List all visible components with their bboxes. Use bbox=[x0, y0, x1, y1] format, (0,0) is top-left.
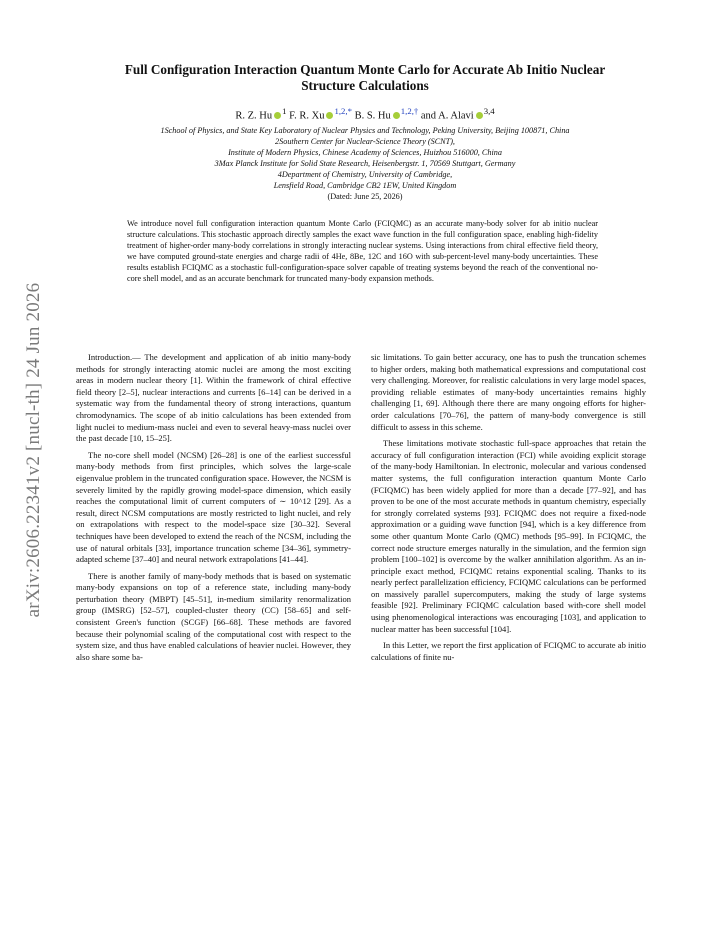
title-line-2: Structure Calculations bbox=[301, 78, 429, 93]
arxiv-identifier: arXiv:2606.22341v2 [nucl-th] 24 Jun 2026 bbox=[23, 282, 44, 618]
affiliation-line: 3Max Planck Institute for Solid State Research, Heisenbergstr. 1, 70569 Stuttgart, Germany bbox=[214, 159, 516, 168]
arxiv-sidebar bbox=[14, 250, 54, 650]
orcid-icon[interactable] bbox=[274, 112, 281, 119]
author-affil-sup[interactable]: 1,2,† bbox=[400, 106, 419, 116]
affiliation-line: Lensfield Road, Cambridge CB2 1EW, United Kingdom bbox=[273, 181, 457, 190]
paragraph: The no-core shell model (NCSM) [26–28] is one of the earliest successful many-body methods from first principles, which solves the large-scale eigenvalue problem in the truncated configuration space. However, the NCSM is severely limited by the rapidly growing model-space dimension, which easily reaches the computational limit of current computers of ∼ 10^12 [29]. As a result, direct NCSM computations are mostly restricted to light nuclei, and rely on extrapolations with respect to the model-space size [30–32]. Several techniques have been developed to extend the reach of the NCSM, including the use of natural orbitals [33], importance truncation scheme [34–36], symmetry-adapted scheme [37–40] and neural network extrapolations [41–44]. bbox=[76, 449, 351, 565]
paragraph: There is another family of many-body methods that is based on systematic many-body expansions on top of a reference state, including many-body perturbation theory (MBPT) [45–51], in-medium similarity renormalization group (IMSRG) [52–57], coupled-cluster theory (CC) [58–65] and self-consistent Green's function (SCGF) [66–68]. These methods are favored because their polynomial scaling of the computational cost with respect to the system size, and thus have enabled calculations of heavier nuclei. However, they also share some ba- bbox=[76, 570, 351, 662]
paragraph: sic limitations. To gain better accuracy, one has to push the truncation schemes to higher orders, making both mathematical expressions and computational cost very challenging. Moreover, for realistic calculations in very large model spaces, providing reliable estimates of many-body uncertainties remains highly challenging [1, 69]. Although there there are many ongoing efforts for higher-order calculations [70–76], the pattern of many-body convergence is still difficult to assess in this scheme. bbox=[371, 352, 646, 432]
affiliation-line: Institute of Modern Physics, Chinese Academy of Sciences, Huizhou 516000, China bbox=[228, 148, 502, 157]
orcid-icon[interactable] bbox=[476, 112, 483, 119]
abstract: We introduce novel full configuration interaction quantum Monte Carlo (FCIQMC) as an accurate many-body solver for ab initio nuclear structure calculations. This stochastic approach directly samples the exact wave function in the full configuration space, enabling high-fidelity treatment of higher-order many-body correlations in strongly interacting nuclear systems. Using interactions from chiral effective field theory, we have computed ground-state energies and charge radii of 4He, 8Be, 12C and 16O with sub-percent-level many-body uncertainties. These results establish FCIQMC as a stochastic full-configuration-space solver capable of treating systems beyond the reach of the conventional no-core shell model, and as an accurate benchmark for truncated many-body expansion methods. bbox=[127, 219, 598, 283]
author-name: B. S. Hu bbox=[354, 110, 391, 122]
paper-title bbox=[70, 62, 660, 94]
affiliation-line: 1School of Physics, and State Key Laboratory of Nuclear Physics and Technology, Peking University, Beijing 100871, China bbox=[160, 126, 570, 135]
paragraph: Introduction.— The development and application of ab initio many-body methods for strongly interacting atomic nuclei are among the most exciting areas in modern nuclear theory [1]. Within the framework of chiral effective field theory [2–5], nuclear interactions and currents [6–14] can be derived in a systematic way from the fundamental theory of strong interactions, quantum chromodynamics. The scope of ab initio calculations has been extended from light nuclei to medium-mass nuclei and even to several heavy-mass nuclei over the past decade [10, 15–25]. bbox=[76, 352, 351, 444]
affiliation-line: 2Southern Center for Nuclear-Science Theory (SCNT), bbox=[275, 137, 455, 146]
right-column bbox=[371, 352, 646, 668]
affiliations bbox=[60, 125, 670, 202]
orcid-icon[interactable] bbox=[326, 112, 333, 119]
title-line-1: Full Configuration Interaction Quantum Monte Carlo for Accurate Ab Initio Nuclear bbox=[124, 62, 606, 77]
affiliation-line: 4Department of Chemistry, University of Cambridge, bbox=[277, 170, 453, 179]
author-affil-sup: 3,4 bbox=[483, 106, 495, 116]
author-name: A. Alavi bbox=[438, 110, 474, 122]
author-name: R. Z. Hu bbox=[235, 110, 273, 122]
author-conjunction: and bbox=[420, 110, 437, 122]
paragraph: In this Letter, we report the first application of FCIQMC to accurate ab initio calculations of finite nu- bbox=[371, 640, 646, 662]
author-name: F. R. Xu bbox=[289, 110, 325, 122]
author-affil-sup[interactable]: 1,2,* bbox=[334, 106, 352, 116]
paragraph: These limitations motivate stochastic full-space approaches that retain the accuracy of full configuration interaction (FCI) while avoiding explicit storage of the many-body Hamiltonian. In electronic, molecular and various condensed matter systems, the full configuration interaction quantum Monte Carlo (FCIQMC) has been widely applied for more than a decade [77–92], and has proven to be one of the most accurate methods in quantum chemistry, especially for strongly correlated systems [93]. FCIQMC does not require a fixed-node approximation or a guiding wave function [94], which is a key difference from some other quantum Monte Carlo (QMC) methods [95–99]. In FCIQMC, the correct node structure emerges naturally in the simulation, and the fermion sign problem [100–102] is overcome by the walker annihilation algorithm. As an in-principle exact method, FCIQMC retains exponential scaling. Thanks to its nearly perfect parallelization efficiency, FCIQMC calculations can be performed on massively parallel supercomputers, making the study of large systems feasible [92]. Preliminary FCIQMC calculation based with-core shell model using phenomenological interactions was encouraging [103], and application to nuclear matter has been successful [104]. bbox=[371, 438, 646, 634]
left-column bbox=[76, 352, 351, 668]
author-list bbox=[70, 106, 660, 122]
author-affil-sup: 1 bbox=[282, 106, 287, 116]
orcid-icon[interactable] bbox=[393, 112, 400, 119]
dated-line: (Dated: June 25, 2026) bbox=[327, 192, 403, 201]
